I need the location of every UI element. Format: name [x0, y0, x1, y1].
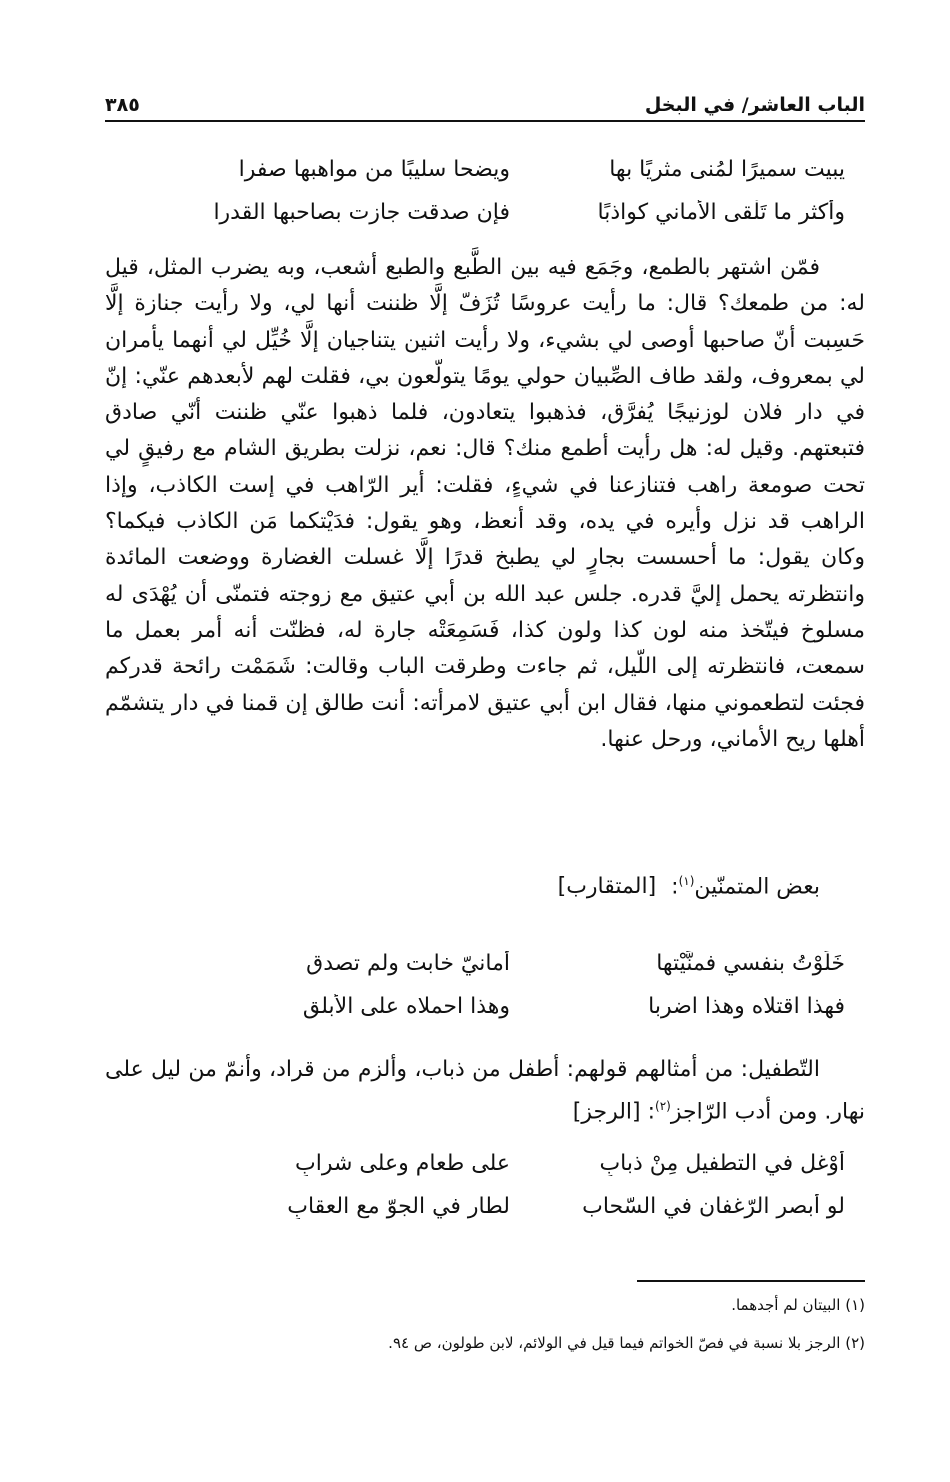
chapter-title: الباب العاشر/ في البخل	[644, 94, 865, 116]
intro-line	[105, 863, 865, 905]
verse-second-hemistich: وهذا احملاه على الأبلق	[302, 994, 510, 1019]
footnote-text: الرجز بلا نسبة في فصّ الخواتم فيما قيل في الولائم، لابن طولون، ص ٩٤.	[388, 1334, 841, 1352]
footnote-item	[105, 1334, 865, 1352]
running-header	[105, 86, 865, 122]
verse-line	[105, 1142, 865, 1185]
paragraph-parasitism	[105, 1052, 865, 1131]
paragraph-text: التّطفيل: من أمثالهم قولهم: أطفل من ذباب، وألزم من قراد، وأنمّ من ليل على نهار. ومن أدب الرّاجز	[105, 1057, 865, 1125]
verse-first-hemistich: أوْغل في التطفيل مِنْ ذبابِ	[599, 1151, 845, 1176]
verse-line	[105, 148, 865, 191]
footnote-divider	[637, 1280, 865, 1282]
verse-line	[105, 985, 865, 1028]
verse-first-hemistich: يبيت سميرًا لمُنى مثريًا بها	[609, 157, 845, 182]
meter-label: [الرجز]	[572, 1099, 641, 1125]
footnote-ref: (٢)	[655, 1099, 671, 1114]
verse-first-hemistich: وأكثر ما تَلْقى الأماني كواذبًا	[597, 200, 845, 225]
footnote-number: (١)	[845, 1296, 865, 1314]
verse-first-hemistich: فهذا اقتلاه وهذا اضربا	[648, 994, 845, 1019]
page-number: ٣٨٥	[105, 94, 140, 116]
verses-top	[105, 148, 865, 234]
verses-bottom	[105, 1142, 865, 1228]
verse-second-hemistich: على طعام وعلى شرابِ	[295, 1151, 510, 1176]
verse-first-hemistich: خَلَوْتُ بنفسي فمنَّيْتها	[656, 951, 845, 976]
verse-line	[105, 942, 865, 985]
footnote-item	[105, 1296, 865, 1314]
verse-first-hemistich: لو أبصر الرّغفان في السّحاب	[582, 1194, 845, 1219]
meter-label: [المتقارب]	[557, 874, 657, 900]
verse-line	[105, 191, 865, 234]
verses-middle	[105, 942, 865, 1028]
verse-second-hemistich: فإن صدقت جازت بصاحبها القدرا	[213, 200, 510, 225]
intro-colon: :	[664, 874, 679, 900]
verse-second-hemistich: أمانيّ خابت ولم تصدق	[306, 951, 510, 976]
verse-second-hemistich: لطار في الجوّ مع العقابِ	[287, 1194, 510, 1219]
verse-line	[105, 1185, 865, 1228]
paragraph-colon: :	[640, 1099, 656, 1125]
paragraph-greed: فمّن اشتهر بالطمع، وجَمَع فيه بين الطَّبع والطبع أشعب، وبه يضرب المثل، قيل له: من طمعك؟ قال: ما رأيت عروسًا تُزَفّ إلَّا ظننت أنها لي، ولا رأيت جنازة إلَّا حَسِبت أنّ صاحبها أوصى لي بشيء، ولا رأيت اثنين يتناجيان إلَّا خُيِّل لي أنهما يأمران لي بمعروف، ولقد طاف الصِّبيان حولي يومًا يتولّعون بي، فقلت لهم لأبعدهم عنّي: إنّ في دار فلان لوزنيجًا يُفرَّق، فذهبوا يتعادون، فلما ذهبوا عنّي ظننت أنّي صادق فتبعتهم. وقيل له: هل رأيت أطمع منك؟ قال: نعم، نزلت بطريق الشام مع رفيقٍ لي تحت صومعة راهب فتنازعنا في شيءٍ، فقلت: أير الرّاهب في إست الكاذب، وإذا الراهب قد نزل وأيره في يده، وقد أنعظ، وهو يقول: فدَيْتكما مَن الكاذب فيكما؟ وكان يقول: ما أحسست بجارٍ لي يطبخ قدرًا إلَّا غسلت الغضارة ووضعت المائدة وانتظرته يحمل إليَّ قدره. جلس عبد الله بن أبي عتيق مع زوجته فتمنّى أن يُهْدَى له مسلوخ فيتّخذ منه لون كذا ولون كذا، فَسَمِعَتْه جارة له، فظنّت أنه أمر بعمل ما سمعت، فانتظرته إلى اللّيل، ثم جاءت وطرقت الباب وقالت: شَمَمْت رائحة قدركم فجئت لتطعموني منها، فقال ابن أبي عتيق لامرأته: أنت طالق إن قمنا في دار يتشمّم أهلها ريح الأماني، ورحل عنها.	[105, 255, 865, 752]
footnote-text: البيتان لم أجدهما.	[731, 1296, 841, 1314]
footnote-ref: (١)	[678, 874, 695, 888]
intro-text: بعض المتمنّين	[694, 874, 820, 900]
footnote-number: (٢)	[845, 1334, 865, 1352]
verse-second-hemistich: ويضحا سليبًا من مواهبها صفرا	[238, 157, 510, 182]
